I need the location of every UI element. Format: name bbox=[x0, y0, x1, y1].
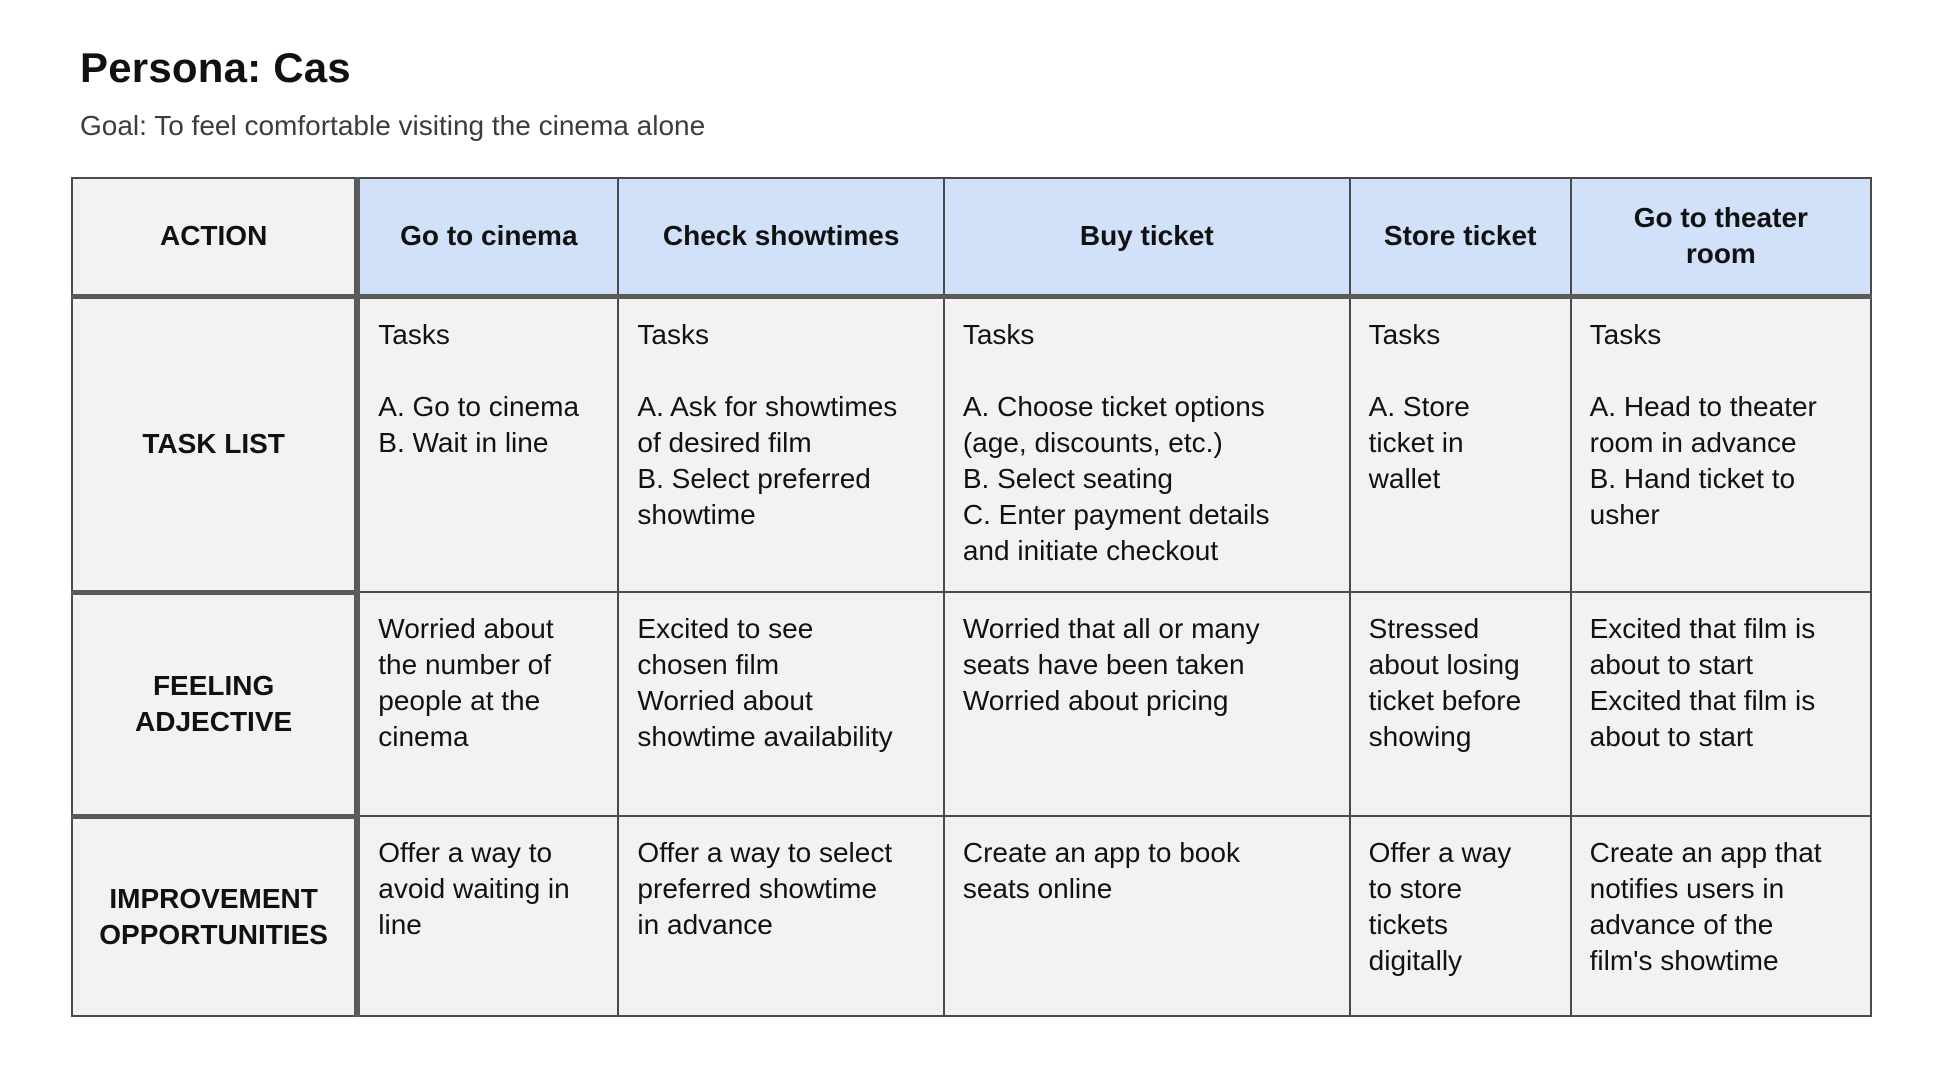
task-cell bbox=[357, 296, 618, 592]
table-row-action bbox=[72, 178, 1871, 296]
task-cell-text: Tasks A. Go to cinema B. Wait in line bbox=[378, 318, 580, 458]
feeling-cell-text: Excited to see chosen film Worried about showtime availability bbox=[637, 613, 893, 752]
feeling-cell bbox=[618, 592, 943, 816]
stage-header-5: Go to theater room bbox=[1571, 178, 1871, 296]
journey-map-table bbox=[71, 177, 1872, 1017]
stage-header-4: Store ticket bbox=[1350, 178, 1571, 296]
task-cell-text: Tasks A. Head to theater room in advance B. Hand ticket to usher bbox=[1589, 318, 1817, 530]
feeling-cell-text: Worried about the number of people at the cinema bbox=[378, 613, 554, 752]
improvement-cell bbox=[357, 816, 618, 1016]
table-row-task-list bbox=[72, 296, 1871, 592]
row-header-action: ACTION bbox=[72, 178, 357, 296]
feeling-cell-text: Worried that all or many seats have been taken Worried about pricing bbox=[962, 613, 1260, 716]
task-cell-text: Tasks A. Choose ticket options (age, discounts, etc.) B. Select seating C. Enter payment details and initiate checkout bbox=[962, 318, 1270, 566]
task-cell bbox=[618, 296, 943, 592]
improvement-cell-text: Create an app that notifies users in advance of the film's showtime bbox=[1589, 837, 1822, 976]
stage-header-1: Go to cinema bbox=[357, 178, 618, 296]
improvement-cell bbox=[944, 816, 1350, 1016]
task-cell bbox=[1350, 296, 1571, 592]
feeling-cell bbox=[357, 592, 618, 816]
feeling-cell bbox=[1350, 592, 1571, 816]
task-cell bbox=[944, 296, 1350, 592]
stage-header-2: Check showtimes bbox=[618, 178, 943, 296]
feeling-cell-text: Stressed about losing ticket before showing bbox=[1368, 613, 1522, 752]
feeling-cell bbox=[944, 592, 1350, 816]
improvement-cell-text: Create an app to book seats online bbox=[962, 837, 1240, 904]
improvement-cell-text: Offer a way to avoid waiting in line bbox=[378, 837, 570, 940]
table-row-improvement bbox=[72, 816, 1871, 1016]
row-header-task-list: TASK LIST bbox=[72, 296, 357, 592]
task-cell-text: Tasks A. Ask for showtimes of desired film B. Select preferred showtime bbox=[637, 318, 898, 530]
table-row-feeling bbox=[72, 592, 1871, 816]
task-cell-text: Tasks A. Store ticket in wallet bbox=[1368, 318, 1470, 494]
improvement-cell-text: Offer a way to store tickets digitally bbox=[1368, 837, 1512, 976]
task-cell bbox=[1571, 296, 1871, 592]
page-title: Persona: Cas bbox=[80, 44, 351, 91]
feeling-cell-text: Excited that film is about to start Excited that film is about to start bbox=[1589, 613, 1816, 752]
page-subtitle: Goal: To feel comfortable visiting the cinema alone bbox=[80, 110, 706, 141]
row-header-improvement: IMPROVEMENT OPPORTUNITIES bbox=[72, 816, 357, 1016]
improvement-cell bbox=[1571, 816, 1871, 1016]
improvement-cell bbox=[618, 816, 943, 1016]
stage-header-3: Buy ticket bbox=[944, 178, 1350, 296]
improvement-cell bbox=[1350, 816, 1571, 1016]
improvement-cell-text: Offer a way to select preferred showtime in advance bbox=[637, 837, 893, 940]
feeling-cell bbox=[1571, 592, 1871, 816]
row-header-feeling: FEELING ADJECTIVE bbox=[72, 592, 357, 816]
